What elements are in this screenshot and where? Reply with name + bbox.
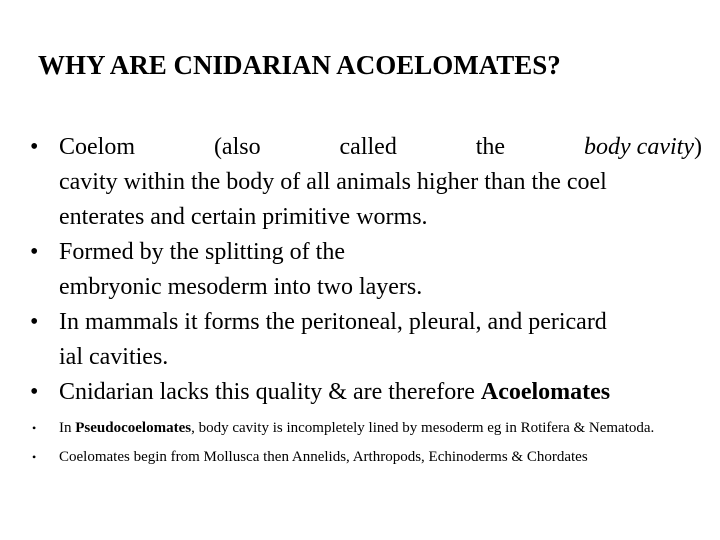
bullet-coelom-line1 [59,130,702,165]
bullet-dot: • [30,134,39,160]
bullet-formed-line2: embryonic mesoderm into two layers. [59,274,423,300]
bullet-coelom-line3: enterates and certain primitive worms. [59,204,428,230]
bullet-dot: • [30,309,39,335]
word-called: called [339,134,397,160]
acoelomates-bold: Acoelomates [480,379,611,405]
note-dot: • [32,421,37,435]
slide-title: WHY ARE CNIDARIAN ACOELOMATES? [38,50,561,80]
body-cavity-phrase [584,130,702,165]
bullet-cnidarian [30,375,702,410]
word-also: (also [213,134,261,160]
bullet-formed-line1: Formed by the splitting of the [59,239,345,265]
note-pseudo-pre: In [59,420,76,436]
bullet-coelom [30,130,702,235]
word-coelom: Coelom [59,134,135,160]
bullet-coelom-line2: cavity within the body of all animals higher than the coel [59,169,607,195]
bullet-mammals-line1: In mammals it forms the peritoneal, pleural, and pericard [59,309,607,335]
closing-paren: ) [693,134,702,160]
note-pseudo-post: , body cavity is incompletely lined by mesoderm eg in Rotifera & Nematoda. [191,420,655,436]
bullet-list [30,130,702,467]
bullet-dot: • [30,239,39,265]
note-coelomates-text: Coelomates begin from Mollusca then Annelids, Arthropods, Echinoderms & Chordates [59,449,588,465]
bullet-mammals [30,305,702,375]
pseudocoelomates-bold: Pseudocoelomates [75,420,192,436]
bullet-cnidarian-line [59,375,702,410]
note-pseudocoelomates [30,419,702,438]
bullet-mammals-line2: ial cavities. [59,344,169,370]
bullet-dot: • [30,379,39,405]
note-dot: • [32,450,37,464]
note-coelomates [30,448,702,467]
body-cavity-italic: body cavity [584,134,694,160]
word-the: the [475,134,506,160]
bullet-cnidarian-text: Cnidarian lacks this quality & are therefore [59,379,481,405]
bullet-formed [30,235,702,305]
